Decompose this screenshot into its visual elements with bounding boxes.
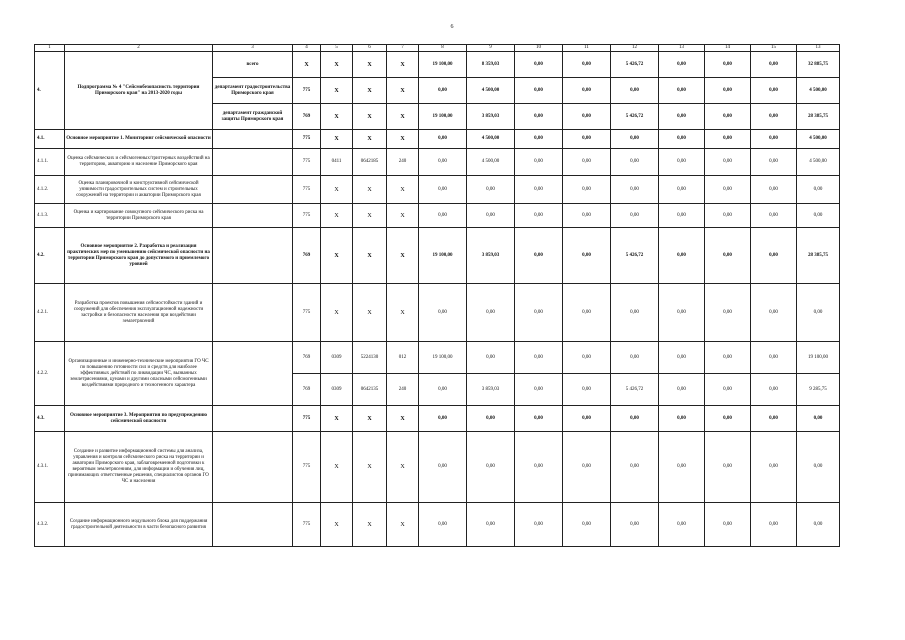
header-cell: 11 xyxy=(563,45,611,52)
cell-c11: 0,00 xyxy=(563,176,611,204)
cell-c15: 0,00 xyxy=(751,284,797,342)
cell-c12: 0,00 xyxy=(611,432,659,503)
cell-c7: X xyxy=(387,432,419,503)
cell-c9: 8 359,03 xyxy=(467,52,515,78)
cell-c5: 0411 xyxy=(321,149,353,176)
cell-c9: 0,00 xyxy=(467,432,515,503)
cell-c15: 0,00 xyxy=(751,149,797,176)
cell-c11: 0,00 xyxy=(563,52,611,78)
cell-c10: 0,00 xyxy=(515,78,563,104)
cell-name: Основное мероприятие 1. Мониторинг сейсмической опасности xyxy=(65,130,213,149)
cell-c14: 0,00 xyxy=(705,78,751,104)
cell-c8: 0,00 xyxy=(419,284,467,342)
cell-c10: 0,00 xyxy=(515,130,563,149)
cell-c7: X xyxy=(387,503,419,547)
cell-c14: 0,00 xyxy=(705,149,751,176)
cell-c14: 0,00 xyxy=(705,342,751,374)
cell-num: 4.2. xyxy=(35,228,65,284)
cell-num: 4. xyxy=(35,52,65,130)
cell-c5: X xyxy=(321,52,353,78)
cell-num: 4.2.2. xyxy=(35,342,65,406)
cell-c15: 0,00 xyxy=(751,78,797,104)
cell-c4: 769 xyxy=(293,374,321,406)
cell-c7: X xyxy=(387,284,419,342)
cell-c8: 0,00 xyxy=(419,78,467,104)
cell-c16: 4 500,00 xyxy=(797,149,840,176)
cell-c8: 0,00 xyxy=(419,204,467,228)
cell-c5: X xyxy=(321,228,353,284)
cell-c5: 0309 xyxy=(321,374,353,406)
cell-exec: всего xyxy=(213,52,293,78)
cell-num: 4.1.1. xyxy=(35,149,65,176)
cell-c13: 0,00 xyxy=(659,176,705,204)
cell-c12: 0,00 xyxy=(611,406,659,432)
cell-c10: 0,00 xyxy=(515,228,563,284)
cell-c8: 0,00 xyxy=(419,130,467,149)
cell-c16: 0,00 xyxy=(797,284,840,342)
page-number: 6 xyxy=(450,24,454,30)
cell-name: Оценка и картирование совокупного сейсмического риска на территории Приморского края xyxy=(65,204,213,228)
cell-c14: 0,00 xyxy=(705,228,751,284)
cell-c16: 0,00 xyxy=(797,406,840,432)
cell-c10: 0,00 xyxy=(515,503,563,547)
cell-c12: 0,00 xyxy=(611,284,659,342)
cell-c6: X xyxy=(353,78,387,104)
cell-c4: 775 xyxy=(293,204,321,228)
cell-num: 4.1. xyxy=(35,130,65,149)
cell-exec xyxy=(213,406,293,432)
cell-c14: 0,00 xyxy=(705,52,751,78)
cell-c11: 0,00 xyxy=(563,406,611,432)
cell-c15: 0,00 xyxy=(751,204,797,228)
cell-c16: 28 385,75 xyxy=(797,228,840,284)
cell-c8: 0,00 xyxy=(419,432,467,503)
header-cell: 5 xyxy=(321,45,353,52)
cell-c9: 0,00 xyxy=(467,176,515,204)
cell-c4: 775 xyxy=(293,130,321,149)
cell-name: Подпрограмма № 4 "Сейсмобезопасность территории Приморского края" на 2013-2020 годы xyxy=(65,52,213,130)
cell-c11: 0,00 xyxy=(563,149,611,176)
header-cell: 10 xyxy=(515,45,563,52)
cell-c7: X xyxy=(387,130,419,149)
cell-c10: 0,00 xyxy=(515,149,563,176)
cell-c6: 5224130 xyxy=(353,342,387,374)
cell-c6: X xyxy=(353,406,387,432)
cell-c10: 0,00 xyxy=(515,432,563,503)
cell-c9: 0,00 xyxy=(467,342,515,374)
header-cell: 15 xyxy=(751,45,797,52)
cell-c4: 775 xyxy=(293,284,321,342)
cell-exec: департамент гражданской защиты Приморского края xyxy=(213,104,293,130)
header-row xyxy=(35,45,840,52)
cell-c6: X xyxy=(353,503,387,547)
cell-c15: 0,00 xyxy=(751,374,797,406)
cell-c15: 0,00 xyxy=(751,228,797,284)
budget-table xyxy=(34,44,840,547)
table-row xyxy=(35,176,840,204)
cell-name: Организационные и инженерно-технические мероприятия ГО ЧС по повышению готовности сил и средств для наиболее эффективных действий по ликвидации ЧС, вызванных землетрясениями, цунами и другими опасными сейсмогенными воздействиями природного и техногенного характера xyxy=(65,342,213,406)
cell-exec xyxy=(213,432,293,503)
cell-num: 4.1.3. xyxy=(35,204,65,228)
cell-c13: 0,00 xyxy=(659,130,705,149)
cell-c8: 19 100,00 xyxy=(419,52,467,78)
cell-c14: 0,00 xyxy=(705,406,751,432)
table-row xyxy=(35,52,840,78)
header-cell: 2 xyxy=(65,45,213,52)
cell-c12: 0,00 xyxy=(611,130,659,149)
cell-num: 4.3. xyxy=(35,406,65,432)
cell-c7: X xyxy=(387,204,419,228)
cell-c15: 0,00 xyxy=(751,503,797,547)
cell-c9: 3 859,03 xyxy=(467,228,515,284)
cell-c6: X xyxy=(353,104,387,130)
cell-c16: 32 885,75 xyxy=(797,52,840,78)
cell-exec: департамент градостроительства Приморского края xyxy=(213,78,293,104)
cell-num: 4.1.2. xyxy=(35,176,65,204)
header-cell: 14 xyxy=(705,45,751,52)
cell-c13: 0,00 xyxy=(659,406,705,432)
cell-c13: 0,00 xyxy=(659,503,705,547)
cell-c13: 0,00 xyxy=(659,374,705,406)
cell-c9: 0,00 xyxy=(467,406,515,432)
cell-c4: 775 xyxy=(293,78,321,104)
cell-c11: 0,00 xyxy=(563,374,611,406)
cell-c5: X xyxy=(321,406,353,432)
cell-c16: 0,00 xyxy=(797,503,840,547)
cell-c10: 0,00 xyxy=(515,374,563,406)
cell-name: Создание и развитие информационной системы для анализа, управления и контроля сейсмического риска на территории и акватории Приморского края, заблаговременной подготовки к вероятным землетрясениям, для информации и обучения лиц, принимающих ответственные решения, специалистов органов ГО ЧС и населения xyxy=(65,432,213,503)
cell-c11: 0,00 xyxy=(563,432,611,503)
cell-c6: X xyxy=(353,284,387,342)
cell-c12: 5 426,72 xyxy=(611,228,659,284)
cell-c14: 0,00 xyxy=(705,374,751,406)
cell-c15: 0,00 xyxy=(751,432,797,503)
cell-c12: 0,00 xyxy=(611,342,659,374)
cell-c6: 0642135 xyxy=(353,374,387,406)
cell-c6: X xyxy=(353,432,387,503)
cell-exec xyxy=(213,342,293,406)
cell-c5: X xyxy=(321,204,353,228)
cell-name: Оценка сейсмических и сейсмогенных/триггерных воздействий на территорию, акваторию и население Приморского края xyxy=(65,149,213,176)
cell-c10: 0,00 xyxy=(515,284,563,342)
cell-c7: 012 xyxy=(387,342,419,374)
cell-c11: 0,00 xyxy=(563,204,611,228)
cell-c12: 5 426,72 xyxy=(611,52,659,78)
cell-c4: 775 xyxy=(293,503,321,547)
cell-c8: 0,00 xyxy=(419,374,467,406)
cell-exec xyxy=(213,149,293,176)
cell-c16: 0,00 xyxy=(797,176,840,204)
cell-c14: 0,00 xyxy=(705,432,751,503)
cell-c5: X xyxy=(321,104,353,130)
cell-c11: 0,00 xyxy=(563,503,611,547)
cell-c4: 769 xyxy=(293,104,321,130)
cell-c7: X xyxy=(387,104,419,130)
cell-c16: 28 385,75 xyxy=(797,104,840,130)
cell-c6: X xyxy=(353,130,387,149)
cell-name: Основное мероприятие 3. Мероприятия по предупреждению сейсмической опасности xyxy=(65,406,213,432)
cell-c8: 19 100,00 xyxy=(419,104,467,130)
cell-c6: 0642185 xyxy=(353,149,387,176)
cell-c11: 0,00 xyxy=(563,228,611,284)
cell-c8: 0,00 xyxy=(419,149,467,176)
cell-c5: X xyxy=(321,503,353,547)
cell-c11: 0,00 xyxy=(563,104,611,130)
cell-c13: 0,00 xyxy=(659,342,705,374)
cell-c12: 0,00 xyxy=(611,204,659,228)
header-cell: 6 xyxy=(353,45,387,52)
cell-c8: 19 100,00 xyxy=(419,342,467,374)
cell-c13: 0,00 xyxy=(659,432,705,503)
cell-c14: 0,00 xyxy=(705,503,751,547)
cell-c4: 775 xyxy=(293,406,321,432)
cell-c12: 0,00 xyxy=(611,176,659,204)
cell-c9: 0,00 xyxy=(467,204,515,228)
cell-c12: 5 426,72 xyxy=(611,104,659,130)
table-row xyxy=(35,228,840,284)
cell-c10: 0,00 xyxy=(515,176,563,204)
cell-num: 4.3.1. xyxy=(35,432,65,503)
cell-c12: 5 426,72 xyxy=(611,374,659,406)
cell-exec xyxy=(213,204,293,228)
cell-c14: 0,00 xyxy=(705,104,751,130)
cell-exec xyxy=(213,503,293,547)
cell-c10: 0,00 xyxy=(515,204,563,228)
cell-c16: 9 285,75 xyxy=(797,374,840,406)
cell-c11: 0,00 xyxy=(563,78,611,104)
header-cell: 9 xyxy=(467,45,515,52)
cell-c5: X xyxy=(321,284,353,342)
header-cell: 4 xyxy=(293,45,321,52)
cell-name: Разработка проектов повышения сейсмостойкости зданий и сооружений для обеспечения эксплуатационной надежности застройки и безопасности населения при воздействии землетрясений xyxy=(65,284,213,342)
cell-c8: 0,00 xyxy=(419,176,467,204)
cell-c7: X xyxy=(387,78,419,104)
cell-c13: 0,00 xyxy=(659,52,705,78)
cell-c15: 0,00 xyxy=(751,52,797,78)
header-cell: 12 xyxy=(611,45,659,52)
cell-c4: X xyxy=(293,52,321,78)
cell-c15: 0,00 xyxy=(751,342,797,374)
cell-c16: 4 500,00 xyxy=(797,78,840,104)
cell-c13: 0,00 xyxy=(659,284,705,342)
cell-c4: 775 xyxy=(293,149,321,176)
cell-c11: 0,00 xyxy=(563,130,611,149)
cell-exec xyxy=(213,228,293,284)
cell-c4: 769 xyxy=(293,228,321,284)
cell-c13: 0,00 xyxy=(659,228,705,284)
cell-c10: 0,00 xyxy=(515,104,563,130)
cell-c10: 0,00 xyxy=(515,342,563,374)
cell-c6: X xyxy=(353,204,387,228)
cell-c15: 0,00 xyxy=(751,130,797,149)
cell-c15: 0,00 xyxy=(751,176,797,204)
header-cell: 7 xyxy=(387,45,419,52)
cell-c16: 4 500,00 xyxy=(797,130,840,149)
header-cell: 3 xyxy=(213,45,293,52)
table-body xyxy=(35,45,840,547)
cell-c14: 0,00 xyxy=(705,176,751,204)
cell-c9: 4 500,00 xyxy=(467,78,515,104)
cell-c4: 775 xyxy=(293,432,321,503)
cell-c14: 0,00 xyxy=(705,130,751,149)
cell-c10: 0,00 xyxy=(515,406,563,432)
table-row xyxy=(35,204,840,228)
cell-name: Создание информационного модульного блока для поддержания градостроительной деятельности в части безопасного развития xyxy=(65,503,213,547)
cell-c15: 0,00 xyxy=(751,104,797,130)
table-row xyxy=(35,432,840,503)
cell-c6: X xyxy=(353,176,387,204)
cell-name: Основное мероприятие 2. Разработка и реализация практических мер по уменьшению сейсмической опасности на территории Приморского края до допустимого и приемлемого уровней xyxy=(65,228,213,284)
table-row xyxy=(35,406,840,432)
cell-c5: 0309 xyxy=(321,342,353,374)
cell-c9: 4 500,00 xyxy=(467,130,515,149)
cell-c5: X xyxy=(321,176,353,204)
cell-c9: 3 859,03 xyxy=(467,374,515,406)
cell-c5: X xyxy=(321,130,353,149)
table-row xyxy=(35,503,840,547)
cell-name: Оценка планировочной и конструктивной сейсмической уязвимости градостроительных систем и строительных сооружений на территории и акватории Приморского края xyxy=(65,176,213,204)
header-cell: 1 xyxy=(35,45,65,52)
cell-c4: 769 xyxy=(293,342,321,374)
header-cell: 13 xyxy=(659,45,705,52)
cell-c5: X xyxy=(321,78,353,104)
cell-c16: 19 100,00 xyxy=(797,342,840,374)
header-cell: 13 xyxy=(797,45,840,52)
table-row xyxy=(35,130,840,149)
cell-c12: 0,00 xyxy=(611,78,659,104)
cell-c16: 0,00 xyxy=(797,432,840,503)
cell-c9: 0,00 xyxy=(467,284,515,342)
table-row xyxy=(35,284,840,342)
cell-c4: 775 xyxy=(293,176,321,204)
cell-exec xyxy=(213,176,293,204)
table-row xyxy=(35,149,840,176)
cell-c11: 0,00 xyxy=(563,342,611,374)
cell-c9: 4 500,00 xyxy=(467,149,515,176)
cell-c14: 0,00 xyxy=(705,284,751,342)
cell-exec xyxy=(213,130,293,149)
cell-c13: 0,00 xyxy=(659,104,705,130)
header-cell: 8 xyxy=(419,45,467,52)
cell-c8: 0,00 xyxy=(419,406,467,432)
cell-c5: X xyxy=(321,432,353,503)
cell-c7: X xyxy=(387,406,419,432)
cell-c7: 240 xyxy=(387,374,419,406)
cell-c7: 240 xyxy=(387,149,419,176)
cell-exec xyxy=(213,284,293,342)
cell-c9: 3 859,03 xyxy=(467,104,515,130)
cell-c12: 0,00 xyxy=(611,503,659,547)
cell-num: 4.3.2. xyxy=(35,503,65,547)
cell-c14: 0,00 xyxy=(705,204,751,228)
table-row xyxy=(35,342,840,374)
cell-c10: 0,00 xyxy=(515,52,563,78)
cell-c13: 0,00 xyxy=(659,204,705,228)
cell-c12: 0,00 xyxy=(611,149,659,176)
cell-c7: X xyxy=(387,176,419,204)
cell-c13: 0,00 xyxy=(659,78,705,104)
cell-c8: 19 100,00 xyxy=(419,228,467,284)
cell-c15: 0,00 xyxy=(751,406,797,432)
cell-c8: 0,00 xyxy=(419,503,467,547)
cell-c6: X xyxy=(353,228,387,284)
cell-c13: 0,00 xyxy=(659,149,705,176)
cell-num: 4.2.1. xyxy=(35,284,65,342)
cell-c7: X xyxy=(387,228,419,284)
cell-c6: X xyxy=(353,52,387,78)
cell-c16: 0,00 xyxy=(797,204,840,228)
cell-c9: 0,00 xyxy=(467,503,515,547)
cell-c11: 0,00 xyxy=(563,284,611,342)
cell-c7: X xyxy=(387,52,419,78)
